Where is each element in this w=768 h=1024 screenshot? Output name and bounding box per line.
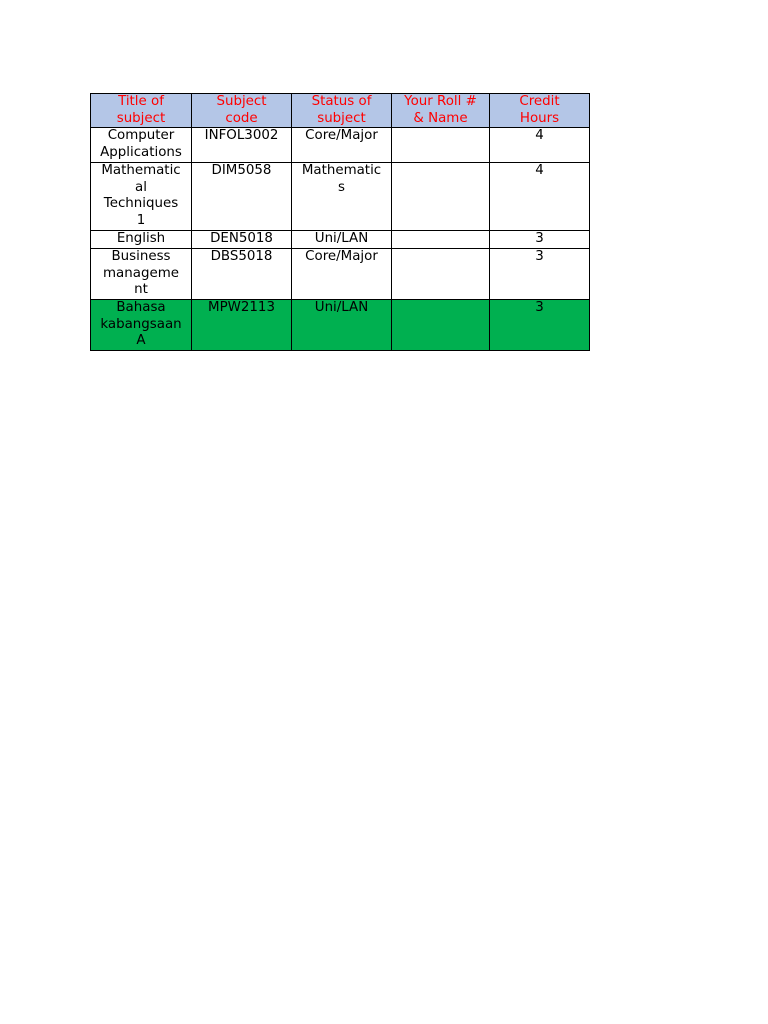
table-row: [91, 230, 590, 248]
header-status-of-subject: Status of subject: [292, 94, 392, 128]
cell-title: English: [91, 230, 192, 248]
cell-title: Mathematic al Techniques 1: [91, 162, 192, 230]
cell-status: Core/Major: [292, 128, 392, 162]
cell-status: Core/Major: [292, 248, 392, 299]
cell-status: Uni/LAN: [292, 230, 392, 248]
cell-status: Mathematic s: [292, 162, 392, 230]
cell-roll-name[interactable]: [392, 230, 490, 248]
cell-roll-name[interactable]: [392, 128, 490, 162]
table-row: [91, 248, 590, 299]
cell-credit-hours: 3: [490, 230, 590, 248]
table-row: [91, 128, 590, 162]
cell-title: Business manageme nt: [91, 248, 192, 299]
header-roll-and-name: Your Roll # & Name: [392, 94, 490, 128]
cell-roll-name[interactable]: [392, 248, 490, 299]
cell-code: MPW2113: [192, 299, 292, 350]
cell-title: Computer Applications: [91, 128, 192, 162]
cell-credit-hours: 3: [490, 299, 590, 350]
cell-status: Uni/LAN: [292, 299, 392, 350]
cell-code: DBS5018: [192, 248, 292, 299]
header-title-of-subject: Title of subject: [91, 94, 192, 128]
cell-code: DEN5018: [192, 230, 292, 248]
cell-code: DIM5058: [192, 162, 292, 230]
cell-title: Bahasa kabangsaan A: [91, 299, 192, 350]
table-header-row: [91, 94, 590, 128]
header-subject-code: Subject code: [192, 94, 292, 128]
cell-credit-hours: 4: [490, 162, 590, 230]
table-row: [91, 162, 590, 230]
cell-credit-hours: 3: [490, 248, 590, 299]
cell-roll-name[interactable]: [392, 299, 490, 350]
cell-roll-name[interactable]: [392, 162, 490, 230]
subjects-table: [90, 93, 590, 351]
cell-credit-hours: 4: [490, 128, 590, 162]
table-row-highlighted: [91, 299, 590, 350]
cell-code: INFOL3002: [192, 128, 292, 162]
header-credit-hours: Credit Hours: [490, 94, 590, 128]
